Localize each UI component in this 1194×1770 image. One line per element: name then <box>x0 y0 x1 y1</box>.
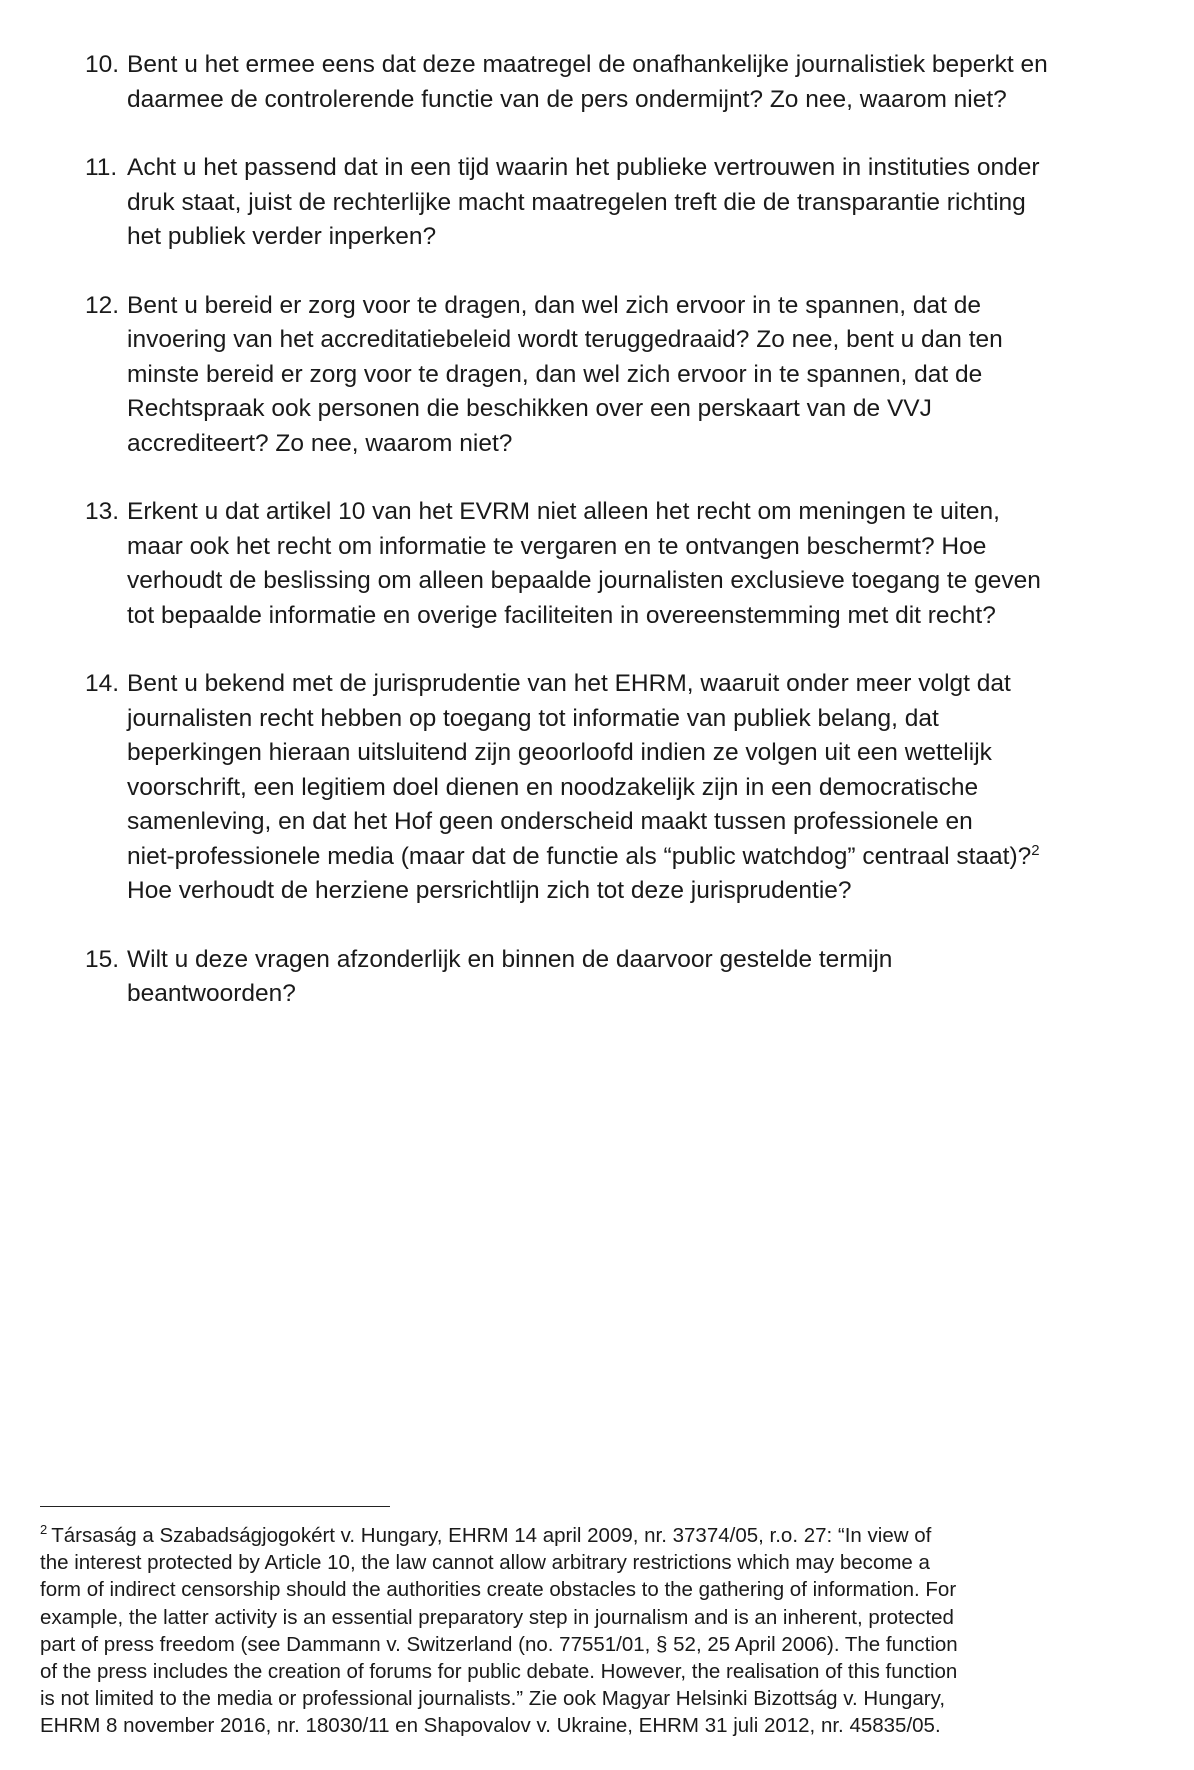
footnote-line: of the press includes the creation of forums for public debate. However, the realisation of this function <box>40 1660 958 1684</box>
question-line: druk staat, juist de rechterlijke macht maatregelen treft die de transparantie richting <box>127 188 1026 216</box>
question-text <box>127 667 1147 909</box>
footnote-line <box>40 1522 1160 1549</box>
question-line: minste bereid er zorg voor te dragen, dan wel zich ervoor in te spannen, dat de <box>127 360 983 388</box>
question-line: Erkent u dat artikel 10 van het EVRM niet alleen het recht om meningen te uiten, <box>127 498 1000 525</box>
question-line: maar ook het recht om informatie te vergaren en te ontvangen beschermt? Hoe <box>127 532 987 560</box>
question-number: 15. <box>85 945 120 973</box>
question-line: accrediteert? Zo nee, waarom niet? <box>127 429 513 457</box>
question-line: beantwoorden? <box>127 980 296 1007</box>
question-number: 12. <box>85 291 120 319</box>
question-line: Bent u bereid er zorg voor te dragen, dan wel zich ervoor in te spannen, dat de <box>127 291 981 319</box>
question-text <box>127 943 1147 1012</box>
question-line: daarmee de controlerende functie van de pers ondermijnt? Zo nee, waarom niet? <box>127 85 1007 113</box>
question-line: tot bepaalde informatie en overige faciliteiten in overeenstemming met dit recht? <box>127 601 996 629</box>
question-line-text: niet-professionele media (maar dat de functie als “public watchdog” centraal staat)? <box>127 842 1032 870</box>
footnote-line: example, the latter activity is an essential preparatory step in journalism and is an inherent, protected <box>40 1605 954 1629</box>
question-item <box>0 943 1194 1012</box>
question-text <box>127 48 1147 117</box>
footnote-line: is not limited to the media or professional journalists.” Zie ook Magyar Helsinki Bizottság v. Hungary, <box>40 1687 946 1711</box>
question-item <box>0 667 1194 909</box>
question-line: het publiek verder inperken? <box>127 223 437 250</box>
question-line: journalisten recht hebben op toegang tot informatie van publiek belang, dat <box>127 704 939 732</box>
question-line: Rechtspraak ook personen die beschikken over een perskaart van de VVJ <box>127 395 932 422</box>
question-number: 10. <box>85 51 120 78</box>
question-line: Acht u het passend dat in een tijd waarin het publieke vertrouwen in instituties onder <box>127 154 1040 181</box>
question-item <box>0 289 1194 462</box>
footnote-mark: 2 <box>40 1522 48 1538</box>
footnote <box>40 1522 1160 1740</box>
question-list <box>0 48 1194 1046</box>
question-line: samenleving, en dat het Hof geen onderscheid maakt tussen professionele en <box>127 808 973 835</box>
question-line: Hoe verhoudt de herziene persrichtlijn zich tot deze jurisprudentie? <box>127 877 852 904</box>
footnote-line: the interest protected by Article 10, the law cannot allow arbitrary restrictions which may become a <box>40 1551 930 1575</box>
question-item <box>0 495 1194 633</box>
footnote-line: EHRM 8 november 2016, nr. 18030/11 en Shapovalov v. Ukraine, EHRM 31 juli 2012, nr. 45835/05. <box>40 1714 941 1738</box>
question-text <box>127 495 1147 633</box>
question-line: Bent u bekend met de jurisprudentie van het EHRM, waaruit onder meer volgt dat <box>127 670 1011 697</box>
question-text <box>127 151 1147 255</box>
footnote-line-text: Társaság a Szabadságjogokért v. Hungary, EHRM 14 april 2009, nr. 37374/05, r.o. 27: “In view of <box>51 1524 932 1547</box>
question-line: Bent u het ermee eens dat deze maatregel de onafhankelijke journalistiek beperkt en <box>127 51 1048 78</box>
footnote-line: part of press freedom (see Dammann v. Switzerland (no. 77551/01, § 52, 25 April 2006). The function <box>40 1632 958 1656</box>
question-line: voorschrift, een legitiem doel dienen en noodzakelijk zijn in een democratische <box>127 773 979 801</box>
question-line <box>127 840 1147 875</box>
question-number: 14. <box>85 670 120 697</box>
question-number: 13. <box>85 498 120 525</box>
question-line: beperkingen hieraan uitsluitend zijn geoorloofd indien ze volgen uit een wettelijk <box>127 739 992 766</box>
footnote-line: form of indirect censorship should the authorities create obstacles to the gathering of information. For <box>40 1578 957 1602</box>
footnote-reference[interactable]: 2 <box>1031 841 1040 859</box>
question-line: invoering van het accreditatiebeleid wordt teruggedraaid? Zo nee, bent u dan ten <box>127 326 1003 353</box>
question-item <box>0 151 1194 255</box>
question-text <box>127 289 1147 462</box>
question-line: Wilt u deze vragen afzonderlijk en binnen de daarvoor gestelde termijn <box>127 945 893 973</box>
question-item <box>0 48 1194 117</box>
question-number: 11. <box>85 154 118 181</box>
footnote-divider <box>40 1506 390 1507</box>
question-line: verhoudt de beslissing om alleen bepaalde journalisten exclusieve toegang te geven <box>127 567 1041 594</box>
